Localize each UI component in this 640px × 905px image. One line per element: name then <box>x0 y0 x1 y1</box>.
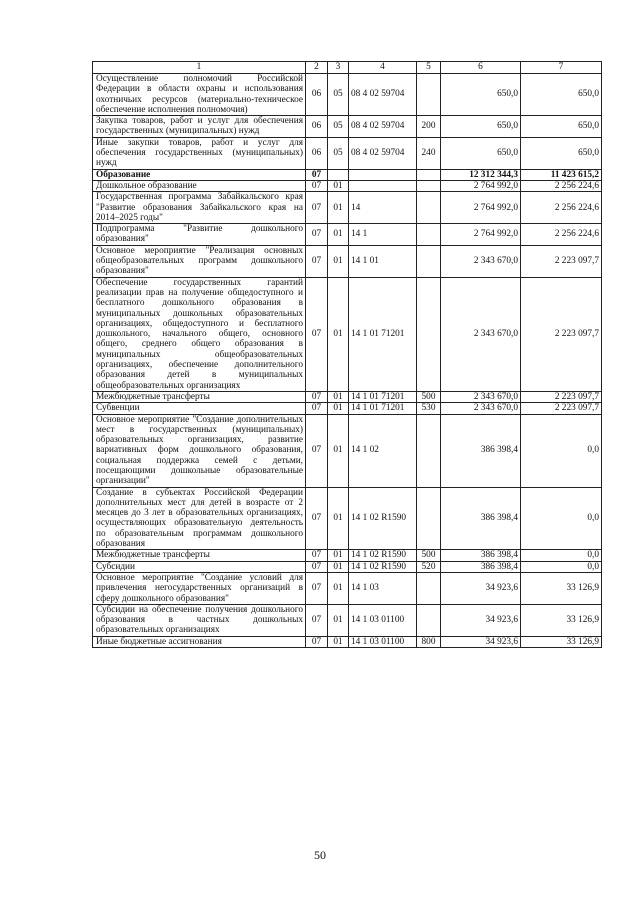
amount-2024-cell: 34 923,6 <box>441 572 521 604</box>
amount-2025-cell: 2 223 097,7 <box>521 391 602 402</box>
table-row <box>93 561 602 572</box>
row-name-cell: Обеспечение государственных гарантий реализации прав на получение общедоступного и бесплатного дошкольного образования в муниципальных дошкольных образовательных организациях, общедоступного и бесплатного дошкольного, начального общего, основного общего, среднего общего образования в муниципальных общеобразовательных организациях, обеспечение дополнительного образования детей в муниципальных общеобразовательных организациях <box>93 277 306 391</box>
table-row <box>93 550 602 561</box>
row-name-cell: Основное мероприятие "Создание условий для привлечения негосударственных организаций в сферу дошкольного образования" <box>93 572 306 604</box>
expense-type-cell <box>417 487 441 550</box>
target-article-cell: 14 1 03 01100 <box>349 636 417 647</box>
amount-2025-cell: 33 126,9 <box>521 636 602 647</box>
amount-2025-cell: 2 256 224,6 <box>521 180 602 191</box>
target-article-cell: 14 1 03 <box>349 572 417 604</box>
table-row <box>93 137 602 169</box>
subsection-code-cell: 01 <box>328 550 349 561</box>
amount-2024-cell: 650,0 <box>441 137 521 169</box>
target-article-cell: 14 1 01 71201 <box>349 391 417 402</box>
expense-type-cell <box>417 180 441 191</box>
amount-2025-cell: 0,0 <box>521 414 602 487</box>
section-code-cell: 06 <box>306 116 328 138</box>
subsection-code-cell: 01 <box>328 561 349 572</box>
section-code-cell: 06 <box>306 137 328 169</box>
amount-2025-cell: 2 223 097,7 <box>521 245 602 277</box>
subsection-code-cell: 01 <box>328 224 349 246</box>
amount-2025-cell: 0,0 <box>521 561 602 572</box>
row-name-cell: Межбюджетные трансферты <box>93 550 306 561</box>
expense-type-cell <box>417 277 441 391</box>
header-cell: 6 <box>441 62 521 74</box>
row-name-cell: Субсидии <box>93 561 306 572</box>
subsection-code-cell: 05 <box>328 137 349 169</box>
target-article-cell: 14 1 02 R1590 <box>349 561 417 572</box>
amount-2024-cell: 386 398,4 <box>441 561 521 572</box>
subsection-code-cell: 01 <box>328 192 349 224</box>
row-name-cell: Дошкольное образование <box>93 180 306 191</box>
amount-2025-cell: 11 423 615,2 <box>521 169 602 180</box>
header-cell: 1 <box>93 62 306 74</box>
row-name-cell: Субвенции <box>93 403 306 414</box>
subsection-code-cell: 01 <box>328 245 349 277</box>
table-row <box>93 277 602 391</box>
target-article-cell <box>349 180 417 191</box>
amount-2024-cell: 650,0 <box>441 74 521 116</box>
row-name-cell: Образование <box>93 169 306 180</box>
section-code-cell: 07 <box>306 572 328 604</box>
section-code-cell: 07 <box>306 192 328 224</box>
table-row <box>93 192 602 224</box>
amount-2025-cell: 0,0 <box>521 550 602 561</box>
expense-type-cell: 500 <box>417 391 441 402</box>
table-row <box>93 403 602 414</box>
section-code-cell: 07 <box>306 245 328 277</box>
row-name-cell: Подпрограмма "Развитие дошкольного образования" <box>93 224 306 246</box>
header-cell: 7 <box>521 62 602 74</box>
table-row <box>93 74 602 116</box>
amount-2024-cell: 34 923,6 <box>441 636 521 647</box>
expense-type-cell: 200 <box>417 116 441 138</box>
amount-2025-cell: 650,0 <box>521 137 602 169</box>
row-name-cell: Основное мероприятие "Реализация основных общеобразовательных программ дошкольного образования" <box>93 245 306 277</box>
section-code-cell: 06 <box>306 74 328 116</box>
amount-2025-cell: 2 256 224,6 <box>521 224 602 246</box>
expense-type-cell <box>417 224 441 246</box>
amount-2025-cell: 650,0 <box>521 74 602 116</box>
expense-type-cell <box>417 245 441 277</box>
subsection-code-cell: 01 <box>328 487 349 550</box>
expense-type-cell <box>417 74 441 116</box>
target-article-cell: 08 4 02 59704 <box>349 116 417 138</box>
table-row <box>93 414 602 487</box>
expense-type-cell: 530 <box>417 403 441 414</box>
target-article-cell: 14 1 03 01100 <box>349 604 417 636</box>
row-name-cell: Межбюджетные трансферты <box>93 391 306 402</box>
expense-type-cell <box>417 414 441 487</box>
section-code-cell: 07 <box>306 561 328 572</box>
subsection-code-cell: 01 <box>328 277 349 391</box>
subsection-code-cell: 05 <box>328 74 349 116</box>
table-row <box>93 487 602 550</box>
row-name-cell: Субсидии на обеспечение получения дошкольного образования в частных дошкольных образовательных организациях <box>93 604 306 636</box>
expense-type-cell: 240 <box>417 137 441 169</box>
section-code-cell: 07 <box>306 180 328 191</box>
table-row <box>93 604 602 636</box>
section-code-cell: 07 <box>306 277 328 391</box>
budget-table <box>92 61 602 648</box>
section-code-cell: 07 <box>306 403 328 414</box>
target-article-cell: 14 1 02 R1590 <box>349 550 417 561</box>
amount-2024-cell: 12 312 344,3 <box>441 169 521 180</box>
row-name-cell: Иные закупки товаров, работ и услуг для обеспечения государственных (муниципальных) нужд <box>93 137 306 169</box>
expense-type-cell: 500 <box>417 550 441 561</box>
amount-2024-cell: 2 764 992,0 <box>441 192 521 224</box>
header-cell: 2 <box>306 62 328 74</box>
expense-type-cell: 520 <box>417 561 441 572</box>
target-article-cell: 14 1 02 R1590 <box>349 487 417 550</box>
section-code-cell: 07 <box>306 224 328 246</box>
target-article-cell: 08 4 02 59704 <box>349 137 417 169</box>
target-article-cell <box>349 169 417 180</box>
row-name-cell: Государственная программа Забайкальского края "Развитие образования Забайкальского края на 2014–2025 годы" <box>93 192 306 224</box>
row-name-cell: Закупка товаров, работ и услуг для обеспечения государственных (муниципальных) нужд <box>93 116 306 138</box>
section-code-cell: 07 <box>306 391 328 402</box>
header-cell: 3 <box>328 62 349 74</box>
section-code-cell: 07 <box>306 487 328 550</box>
row-name-cell: Осуществление полномочий Российской Федерации в области охраны и использования охотничьих ресурсов (материально-техническое обеспечение исполнения полномочия) <box>93 74 306 116</box>
row-name-cell: Создание в субъектах Российской Федерации дополнительных мест для детей в возрасте от 2 месяцев до 3 лет в образовательных организациях, осуществляющих образовательную деятельность по образовательным программам дошкольного образования <box>93 487 306 550</box>
target-article-cell: 14 1 01 <box>349 245 417 277</box>
subsection-code-cell: 01 <box>328 636 349 647</box>
section-code-cell: 07 <box>306 414 328 487</box>
subsection-code-cell: 05 <box>328 116 349 138</box>
expense-type-cell <box>417 192 441 224</box>
target-article-cell: 14 1 01 71201 <box>349 277 417 391</box>
amount-2025-cell: 33 126,9 <box>521 604 602 636</box>
table-row <box>93 180 602 191</box>
subsection-code-cell: 01 <box>328 414 349 487</box>
amount-2024-cell: 386 398,4 <box>441 550 521 561</box>
amount-2024-cell: 34 923,6 <box>441 604 521 636</box>
target-article-cell: 08 4 02 59704 <box>349 74 417 116</box>
subsection-code-cell: 01 <box>328 180 349 191</box>
amount-2025-cell: 2 223 097,7 <box>521 403 602 414</box>
subsection-code-cell: 01 <box>328 572 349 604</box>
table-row <box>93 572 602 604</box>
page-number: 50 <box>314 848 326 862</box>
amount-2024-cell: 2 764 992,0 <box>441 224 521 246</box>
amount-2024-cell: 650,0 <box>441 116 521 138</box>
table-row <box>93 169 602 180</box>
subsection-code-cell <box>328 169 349 180</box>
subsection-code-cell: 01 <box>328 391 349 402</box>
target-article-cell: 14 1 02 <box>349 414 417 487</box>
amount-2025-cell: 2 223 097,7 <box>521 277 602 391</box>
header-cell: 5 <box>417 62 441 74</box>
target-article-cell: 14 1 01 71201 <box>349 403 417 414</box>
expense-type-cell: 800 <box>417 636 441 647</box>
expense-type-cell <box>417 604 441 636</box>
table-row <box>93 391 602 402</box>
section-code-cell: 07 <box>306 550 328 561</box>
amount-2025-cell: 33 126,9 <box>521 572 602 604</box>
table-row <box>93 245 602 277</box>
table-header-row <box>93 62 602 74</box>
table-row <box>93 116 602 138</box>
amount-2024-cell: 2 343 670,0 <box>441 245 521 277</box>
table-row <box>93 224 602 246</box>
target-article-cell: 14 1 <box>349 224 417 246</box>
section-code-cell: 07 <box>306 169 328 180</box>
amount-2024-cell: 2 343 670,0 <box>441 391 521 402</box>
section-code-cell: 07 <box>306 604 328 636</box>
expense-type-cell <box>417 169 441 180</box>
section-code-cell: 07 <box>306 636 328 647</box>
subsection-code-cell: 01 <box>328 604 349 636</box>
amount-2025-cell: 2 256 224,6 <box>521 192 602 224</box>
amount-2024-cell: 2 764 992,0 <box>441 180 521 191</box>
row-name-cell: Иные бюджетные ассигнования <box>93 636 306 647</box>
target-article-cell: 14 <box>349 192 417 224</box>
amount-2024-cell: 2 343 670,0 <box>441 403 521 414</box>
row-name-cell: Основное мероприятие "Создание дополнительных мест в государственных (муниципальных) образовательных организациях, развитие вариативных форм дошкольного образования, социальная поддержка семей с детьми, посещающими дошкольные образовательные организации" <box>93 414 306 487</box>
table-row <box>93 636 602 647</box>
amount-2024-cell: 2 343 670,0 <box>441 277 521 391</box>
expense-type-cell <box>417 572 441 604</box>
subsection-code-cell: 01 <box>328 403 349 414</box>
header-cell: 4 <box>349 62 417 74</box>
amount-2024-cell: 386 398,4 <box>441 414 521 487</box>
amount-2025-cell: 0,0 <box>521 487 602 550</box>
amount-2025-cell: 650,0 <box>521 116 602 138</box>
amount-2024-cell: 386 398,4 <box>441 487 521 550</box>
